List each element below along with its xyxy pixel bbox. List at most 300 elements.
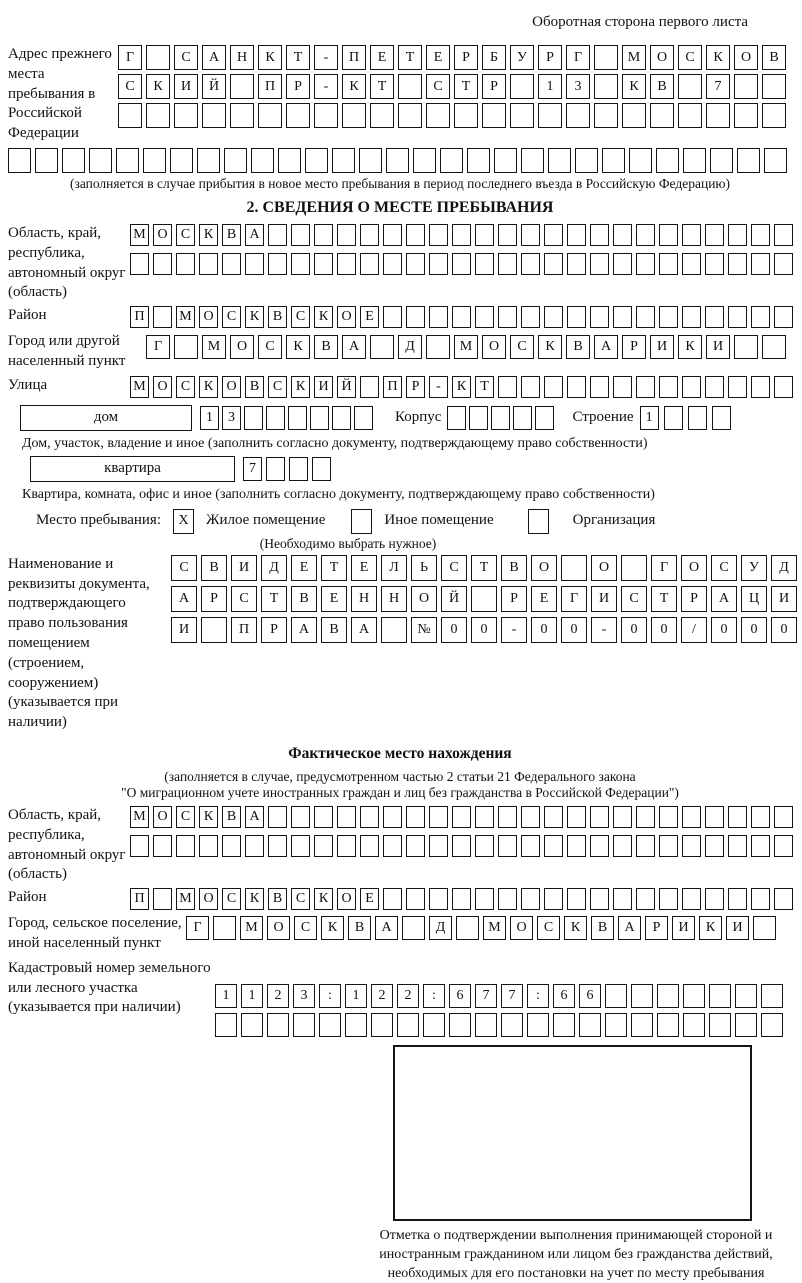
char-cell[interactable] <box>268 806 287 828</box>
char-cell[interactable]: О <box>199 306 218 328</box>
char-cell[interactable] <box>527 1013 549 1037</box>
char-cell[interactable]: 1 <box>640 406 659 430</box>
char-cell[interactable] <box>153 888 172 910</box>
char-cell[interactable] <box>215 1013 237 1037</box>
char-cell[interactable] <box>222 835 241 857</box>
char-cell[interactable] <box>199 253 218 275</box>
char-cell[interactable] <box>383 224 402 246</box>
char-cell[interactable] <box>153 253 172 275</box>
char-cell[interactable] <box>762 335 786 359</box>
char-cell[interactable] <box>605 1013 627 1037</box>
char-cell[interactable] <box>314 806 333 828</box>
region2-row-1[interactable] <box>130 224 793 246</box>
char-cell[interactable] <box>567 835 586 857</box>
char-cell[interactable]: Г <box>118 45 142 70</box>
char-cell[interactable] <box>475 253 494 275</box>
char-cell[interactable]: С <box>258 335 282 359</box>
char-cell[interactable] <box>594 103 618 128</box>
char-cell[interactable] <box>406 253 425 275</box>
char-cell[interactable] <box>337 835 356 857</box>
char-cell[interactable] <box>398 74 422 99</box>
char-cell[interactable] <box>266 406 285 430</box>
char-cell[interactable] <box>561 555 587 581</box>
char-cell[interactable] <box>575 148 598 173</box>
char-cell[interactable]: С <box>231 586 257 612</box>
char-cell[interactable] <box>491 406 510 430</box>
char-cell[interactable]: С <box>291 306 310 328</box>
char-cell[interactable] <box>406 306 425 328</box>
char-cell[interactable] <box>678 74 702 99</box>
char-cell[interactable]: И <box>706 335 730 359</box>
char-cell[interactable] <box>383 806 402 828</box>
char-cell[interactable]: В <box>566 335 590 359</box>
char-cell[interactable]: И <box>314 376 333 398</box>
char-cell[interactable] <box>751 888 770 910</box>
char-cell[interactable] <box>230 103 254 128</box>
char-cell[interactable] <box>153 835 172 857</box>
char-cell[interactable] <box>682 888 701 910</box>
char-cell[interactable] <box>452 253 471 275</box>
char-cell[interactable] <box>682 806 701 828</box>
char-cell[interactable]: С <box>537 916 560 940</box>
char-cell[interactable]: С <box>291 888 310 910</box>
char-cell[interactable] <box>383 835 402 857</box>
char-cell[interactable] <box>544 835 563 857</box>
char-cell[interactable] <box>567 806 586 828</box>
char-cell[interactable]: С <box>426 74 450 99</box>
char-cell[interactable]: К <box>706 45 730 70</box>
char-cell[interactable] <box>605 984 627 1008</box>
char-cell[interactable] <box>332 148 355 173</box>
char-cell[interactable]: С <box>711 555 737 581</box>
char-cell[interactable] <box>728 253 747 275</box>
document-row-1[interactable] <box>171 555 797 581</box>
district3-row[interactable] <box>130 888 793 910</box>
char-cell[interactable]: С <box>118 74 142 99</box>
char-cell[interactable]: А <box>245 806 264 828</box>
char-cell[interactable] <box>751 253 770 275</box>
char-cell[interactable] <box>705 888 724 910</box>
char-cell[interactable] <box>705 376 724 398</box>
char-cell[interactable] <box>293 1013 315 1037</box>
char-cell[interactable]: А <box>375 916 398 940</box>
char-cell[interactable]: И <box>672 916 695 940</box>
char-cell[interactable]: Р <box>454 45 478 70</box>
char-cell[interactable] <box>153 306 172 328</box>
char-cell[interactable] <box>709 1013 731 1037</box>
char-cell[interactable] <box>406 224 425 246</box>
prev-address-row-1[interactable] <box>118 45 786 70</box>
char-cell[interactable]: О <box>337 306 356 328</box>
char-cell[interactable]: П <box>383 376 402 398</box>
char-cell[interactable]: 7 <box>475 984 497 1008</box>
char-cell[interactable]: В <box>501 555 527 581</box>
char-cell[interactable] <box>213 916 236 940</box>
char-cell[interactable]: К <box>452 376 471 398</box>
char-cell[interactable] <box>314 103 338 128</box>
char-cell[interactable]: М <box>130 224 149 246</box>
prev-address-row-3[interactable] <box>118 103 786 128</box>
char-cell[interactable]: С <box>176 376 195 398</box>
char-cell[interactable]: 7 <box>706 74 730 99</box>
char-cell[interactable]: Д <box>261 555 287 581</box>
char-cell[interactable] <box>452 888 471 910</box>
char-cell[interactable] <box>197 148 220 173</box>
char-cell[interactable] <box>291 806 310 828</box>
char-cell[interactable] <box>521 376 540 398</box>
char-cell[interactable] <box>521 888 540 910</box>
char-cell[interactable]: К <box>199 224 218 246</box>
char-cell[interactable] <box>544 376 563 398</box>
char-cell[interactable]: П <box>258 74 282 99</box>
char-cell[interactable] <box>245 253 264 275</box>
char-cell[interactable]: М <box>176 306 195 328</box>
char-cell[interactable]: Р <box>406 376 425 398</box>
char-cell[interactable] <box>314 835 333 857</box>
char-cell[interactable] <box>278 148 301 173</box>
char-cell[interactable] <box>728 306 747 328</box>
char-cell[interactable]: М <box>622 45 646 70</box>
char-cell[interactable]: П <box>342 45 366 70</box>
char-cell[interactable] <box>631 984 653 1008</box>
char-cell[interactable]: П <box>231 617 257 643</box>
char-cell[interactable]: С <box>621 586 647 612</box>
char-cell[interactable] <box>590 224 609 246</box>
char-cell[interactable] <box>475 888 494 910</box>
char-cell[interactable]: Е <box>370 45 394 70</box>
char-cell[interactable] <box>426 335 450 359</box>
char-cell[interactable] <box>762 74 786 99</box>
char-cell[interactable]: Г <box>561 586 587 612</box>
char-cell[interactable] <box>429 224 448 246</box>
char-cell[interactable] <box>498 224 517 246</box>
char-cell[interactable]: 1 <box>215 984 237 1008</box>
char-cell[interactable] <box>709 984 731 1008</box>
char-cell[interactable] <box>429 806 448 828</box>
char-cell[interactable]: М <box>176 888 195 910</box>
char-cell[interactable]: Р <box>538 45 562 70</box>
char-cell[interactable] <box>475 1013 497 1037</box>
char-cell[interactable] <box>360 806 379 828</box>
char-cell[interactable] <box>429 835 448 857</box>
char-cell[interactable] <box>631 1013 653 1037</box>
char-cell[interactable]: Е <box>360 306 379 328</box>
char-cell[interactable] <box>268 224 287 246</box>
char-cell[interactable] <box>360 224 379 246</box>
char-cell[interactable] <box>447 406 466 430</box>
char-cell[interactable]: И <box>174 74 198 99</box>
char-cell[interactable] <box>613 306 632 328</box>
char-cell[interactable] <box>659 376 678 398</box>
char-cell[interactable]: И <box>650 335 674 359</box>
char-cell[interactable] <box>319 1013 341 1037</box>
char-cell[interactable] <box>202 103 226 128</box>
char-cell[interactable] <box>381 617 407 643</box>
char-cell[interactable]: - <box>429 376 448 398</box>
char-cell[interactable]: У <box>510 45 534 70</box>
char-cell[interactable]: - <box>314 45 338 70</box>
char-cell[interactable] <box>636 253 655 275</box>
char-cell[interactable]: В <box>291 586 317 612</box>
char-cell[interactable]: Д <box>398 335 422 359</box>
char-cell[interactable]: 0 <box>651 617 677 643</box>
char-cell[interactable] <box>397 1013 419 1037</box>
house-box[interactable]: дом <box>20 405 192 431</box>
char-cell[interactable] <box>728 888 747 910</box>
char-cell[interactable] <box>728 224 747 246</box>
char-cell[interactable]: С <box>510 335 534 359</box>
char-cell[interactable] <box>440 148 463 173</box>
char-cell[interactable]: О <box>199 888 218 910</box>
char-cell[interactable]: С <box>441 555 467 581</box>
char-cell[interactable] <box>498 253 517 275</box>
char-cell[interactable] <box>245 835 264 857</box>
char-cell[interactable]: К <box>622 74 646 99</box>
document-row-2[interactable] <box>171 586 797 612</box>
char-cell[interactable]: М <box>130 806 149 828</box>
char-cell[interactable]: 7 <box>243 457 262 481</box>
char-cell[interactable] <box>590 888 609 910</box>
char-cell[interactable] <box>657 1013 679 1037</box>
char-cell[interactable]: Е <box>291 555 317 581</box>
char-cell[interactable] <box>174 335 198 359</box>
char-cell[interactable] <box>244 406 263 430</box>
char-cell[interactable] <box>622 103 646 128</box>
char-cell[interactable]: 6 <box>553 984 575 1008</box>
char-cell[interactable]: О <box>510 916 533 940</box>
char-cell[interactable]: О <box>153 376 172 398</box>
char-cell[interactable]: В <box>591 916 614 940</box>
char-cell[interactable] <box>659 306 678 328</box>
char-cell[interactable] <box>130 253 149 275</box>
char-cell[interactable]: Р <box>622 335 646 359</box>
char-cell[interactable] <box>548 148 571 173</box>
char-cell[interactable]: К <box>199 806 218 828</box>
char-cell[interactable] <box>337 224 356 246</box>
char-cell[interactable]: В <box>268 888 287 910</box>
char-cell[interactable] <box>429 253 448 275</box>
char-cell[interactable]: 7 <box>501 984 523 1008</box>
char-cell[interactable]: М <box>483 916 506 940</box>
char-cell[interactable] <box>710 148 733 173</box>
char-cell[interactable] <box>535 406 554 430</box>
char-cell[interactable]: К <box>245 306 264 328</box>
char-cell[interactable] <box>521 148 544 173</box>
char-cell[interactable]: Ц <box>741 586 767 612</box>
char-cell[interactable] <box>312 457 331 481</box>
char-cell[interactable] <box>475 224 494 246</box>
char-cell[interactable]: С <box>222 306 241 328</box>
char-cell[interactable] <box>682 376 701 398</box>
char-cell[interactable] <box>590 376 609 398</box>
char-cell[interactable] <box>728 835 747 857</box>
char-cell[interactable] <box>267 1013 289 1037</box>
char-cell[interactable] <box>544 253 563 275</box>
char-cell[interactable]: Т <box>454 74 478 99</box>
char-cell[interactable]: И <box>231 555 257 581</box>
char-cell[interactable]: / <box>681 617 707 643</box>
char-cell[interactable]: О <box>411 586 437 612</box>
char-cell[interactable] <box>402 916 425 940</box>
char-cell[interactable]: 2 <box>267 984 289 1008</box>
char-cell[interactable] <box>116 148 139 173</box>
char-cell[interactable] <box>314 253 333 275</box>
char-cell[interactable] <box>176 253 195 275</box>
char-cell[interactable] <box>291 253 310 275</box>
char-cell[interactable] <box>494 148 517 173</box>
char-cell[interactable]: - <box>314 74 338 99</box>
char-cell[interactable] <box>659 888 678 910</box>
char-cell[interactable] <box>35 148 58 173</box>
region3-row-2[interactable] <box>130 835 793 857</box>
char-cell[interactable]: И <box>171 617 197 643</box>
char-cell[interactable]: Е <box>531 586 557 612</box>
char-cell[interactable]: А <box>594 335 618 359</box>
house-number-row[interactable] <box>200 406 373 430</box>
char-cell[interactable] <box>751 376 770 398</box>
char-cell[interactable] <box>498 888 517 910</box>
char-cell[interactable]: - <box>501 617 527 643</box>
char-cell[interactable]: 0 <box>741 617 767 643</box>
char-cell[interactable] <box>774 306 793 328</box>
char-cell[interactable]: Й <box>441 586 467 612</box>
char-cell[interactable]: Й <box>202 74 226 99</box>
char-cell[interactable]: О <box>681 555 707 581</box>
char-cell[interactable]: Р <box>286 74 310 99</box>
char-cell[interactable] <box>258 103 282 128</box>
char-cell[interactable] <box>354 406 373 430</box>
char-cell[interactable]: Д <box>429 916 452 940</box>
char-cell[interactable] <box>544 888 563 910</box>
char-cell[interactable]: В <box>321 617 347 643</box>
char-cell[interactable]: О <box>650 45 674 70</box>
char-cell[interactable] <box>305 148 328 173</box>
char-cell[interactable] <box>360 253 379 275</box>
char-cell[interactable]: Р <box>645 916 668 940</box>
char-cell[interactable] <box>498 806 517 828</box>
char-cell[interactable]: 0 <box>621 617 647 643</box>
char-cell[interactable]: М <box>202 335 226 359</box>
char-cell[interactable]: К <box>146 74 170 99</box>
char-cell[interactable] <box>452 306 471 328</box>
char-cell[interactable] <box>370 335 394 359</box>
char-cell[interactable]: С <box>294 916 317 940</box>
char-cell[interactable] <box>735 1013 757 1037</box>
char-cell[interactable]: 1 <box>538 74 562 99</box>
char-cell[interactable] <box>222 253 241 275</box>
char-cell[interactable]: 1 <box>345 984 367 1008</box>
char-cell[interactable]: Е <box>321 586 347 612</box>
char-cell[interactable] <box>452 224 471 246</box>
char-cell[interactable] <box>89 148 112 173</box>
char-cell[interactable]: 0 <box>441 617 467 643</box>
char-cell[interactable]: 6 <box>579 984 601 1008</box>
char-cell[interactable]: И <box>591 586 617 612</box>
char-cell[interactable] <box>774 224 793 246</box>
char-cell[interactable] <box>567 306 586 328</box>
char-cell[interactable]: Н <box>230 45 254 70</box>
char-cell[interactable] <box>764 148 787 173</box>
char-cell[interactable] <box>728 806 747 828</box>
cadastral-row-2[interactable] <box>215 1013 783 1037</box>
char-cell[interactable] <box>426 103 450 128</box>
prev-address-row-4[interactable] <box>8 148 792 173</box>
char-cell[interactable] <box>737 148 760 173</box>
char-cell[interactable]: М <box>240 916 263 940</box>
char-cell[interactable] <box>510 103 534 128</box>
char-cell[interactable] <box>682 306 701 328</box>
char-cell[interactable]: К <box>258 45 282 70</box>
char-cell[interactable]: К <box>199 376 218 398</box>
char-cell[interactable]: К <box>291 376 310 398</box>
char-cell[interactable] <box>423 1013 445 1037</box>
char-cell[interactable] <box>314 224 333 246</box>
char-cell[interactable] <box>521 224 540 246</box>
char-cell[interactable] <box>360 835 379 857</box>
char-cell[interactable] <box>656 148 679 173</box>
char-cell[interactable] <box>712 406 731 430</box>
char-cell[interactable]: К <box>699 916 722 940</box>
char-cell[interactable] <box>728 376 747 398</box>
char-cell[interactable]: 3 <box>222 406 241 430</box>
char-cell[interactable]: 0 <box>771 617 797 643</box>
char-cell[interactable] <box>613 253 632 275</box>
char-cell[interactable] <box>406 835 425 857</box>
char-cell[interactable]: А <box>202 45 226 70</box>
char-cell[interactable] <box>521 253 540 275</box>
char-cell[interactable] <box>498 306 517 328</box>
char-cell[interactable] <box>567 253 586 275</box>
char-cell[interactable] <box>360 376 379 398</box>
char-cell[interactable] <box>337 253 356 275</box>
char-cell[interactable]: И <box>771 586 797 612</box>
char-cell[interactable]: Р <box>201 586 227 612</box>
char-cell[interactable]: В <box>268 306 287 328</box>
char-cell[interactable] <box>501 1013 523 1037</box>
char-cell[interactable] <box>636 306 655 328</box>
char-cell[interactable]: 0 <box>471 617 497 643</box>
char-cell[interactable] <box>544 306 563 328</box>
char-cell[interactable] <box>683 148 706 173</box>
char-cell[interactable] <box>761 984 783 1008</box>
char-cell[interactable] <box>762 103 786 128</box>
char-cell[interactable] <box>268 835 287 857</box>
char-cell[interactable] <box>521 835 540 857</box>
char-cell[interactable] <box>268 253 287 275</box>
char-cell[interactable]: П <box>130 888 149 910</box>
char-cell[interactable] <box>143 148 166 173</box>
char-cell[interactable]: В <box>245 376 264 398</box>
char-cell[interactable]: И <box>726 916 749 940</box>
char-cell[interactable] <box>8 148 31 173</box>
char-cell[interactable] <box>383 253 402 275</box>
korpus-row[interactable] <box>447 406 554 430</box>
char-cell[interactable] <box>456 916 479 940</box>
char-cell[interactable]: Т <box>651 586 677 612</box>
char-cell[interactable] <box>659 806 678 828</box>
char-cell[interactable] <box>613 888 632 910</box>
stay-option-residential-checkbox[interactable]: X <box>173 509 194 534</box>
char-cell[interactable]: № <box>411 617 437 643</box>
street-row[interactable] <box>130 376 793 398</box>
char-cell[interactable]: 0 <box>561 617 587 643</box>
char-cell[interactable]: Т <box>475 376 494 398</box>
char-cell[interactable] <box>774 376 793 398</box>
char-cell[interactable] <box>174 103 198 128</box>
char-cell[interactable]: : <box>423 984 445 1008</box>
char-cell[interactable] <box>345 1013 367 1037</box>
char-cell[interactable]: Р <box>681 586 707 612</box>
